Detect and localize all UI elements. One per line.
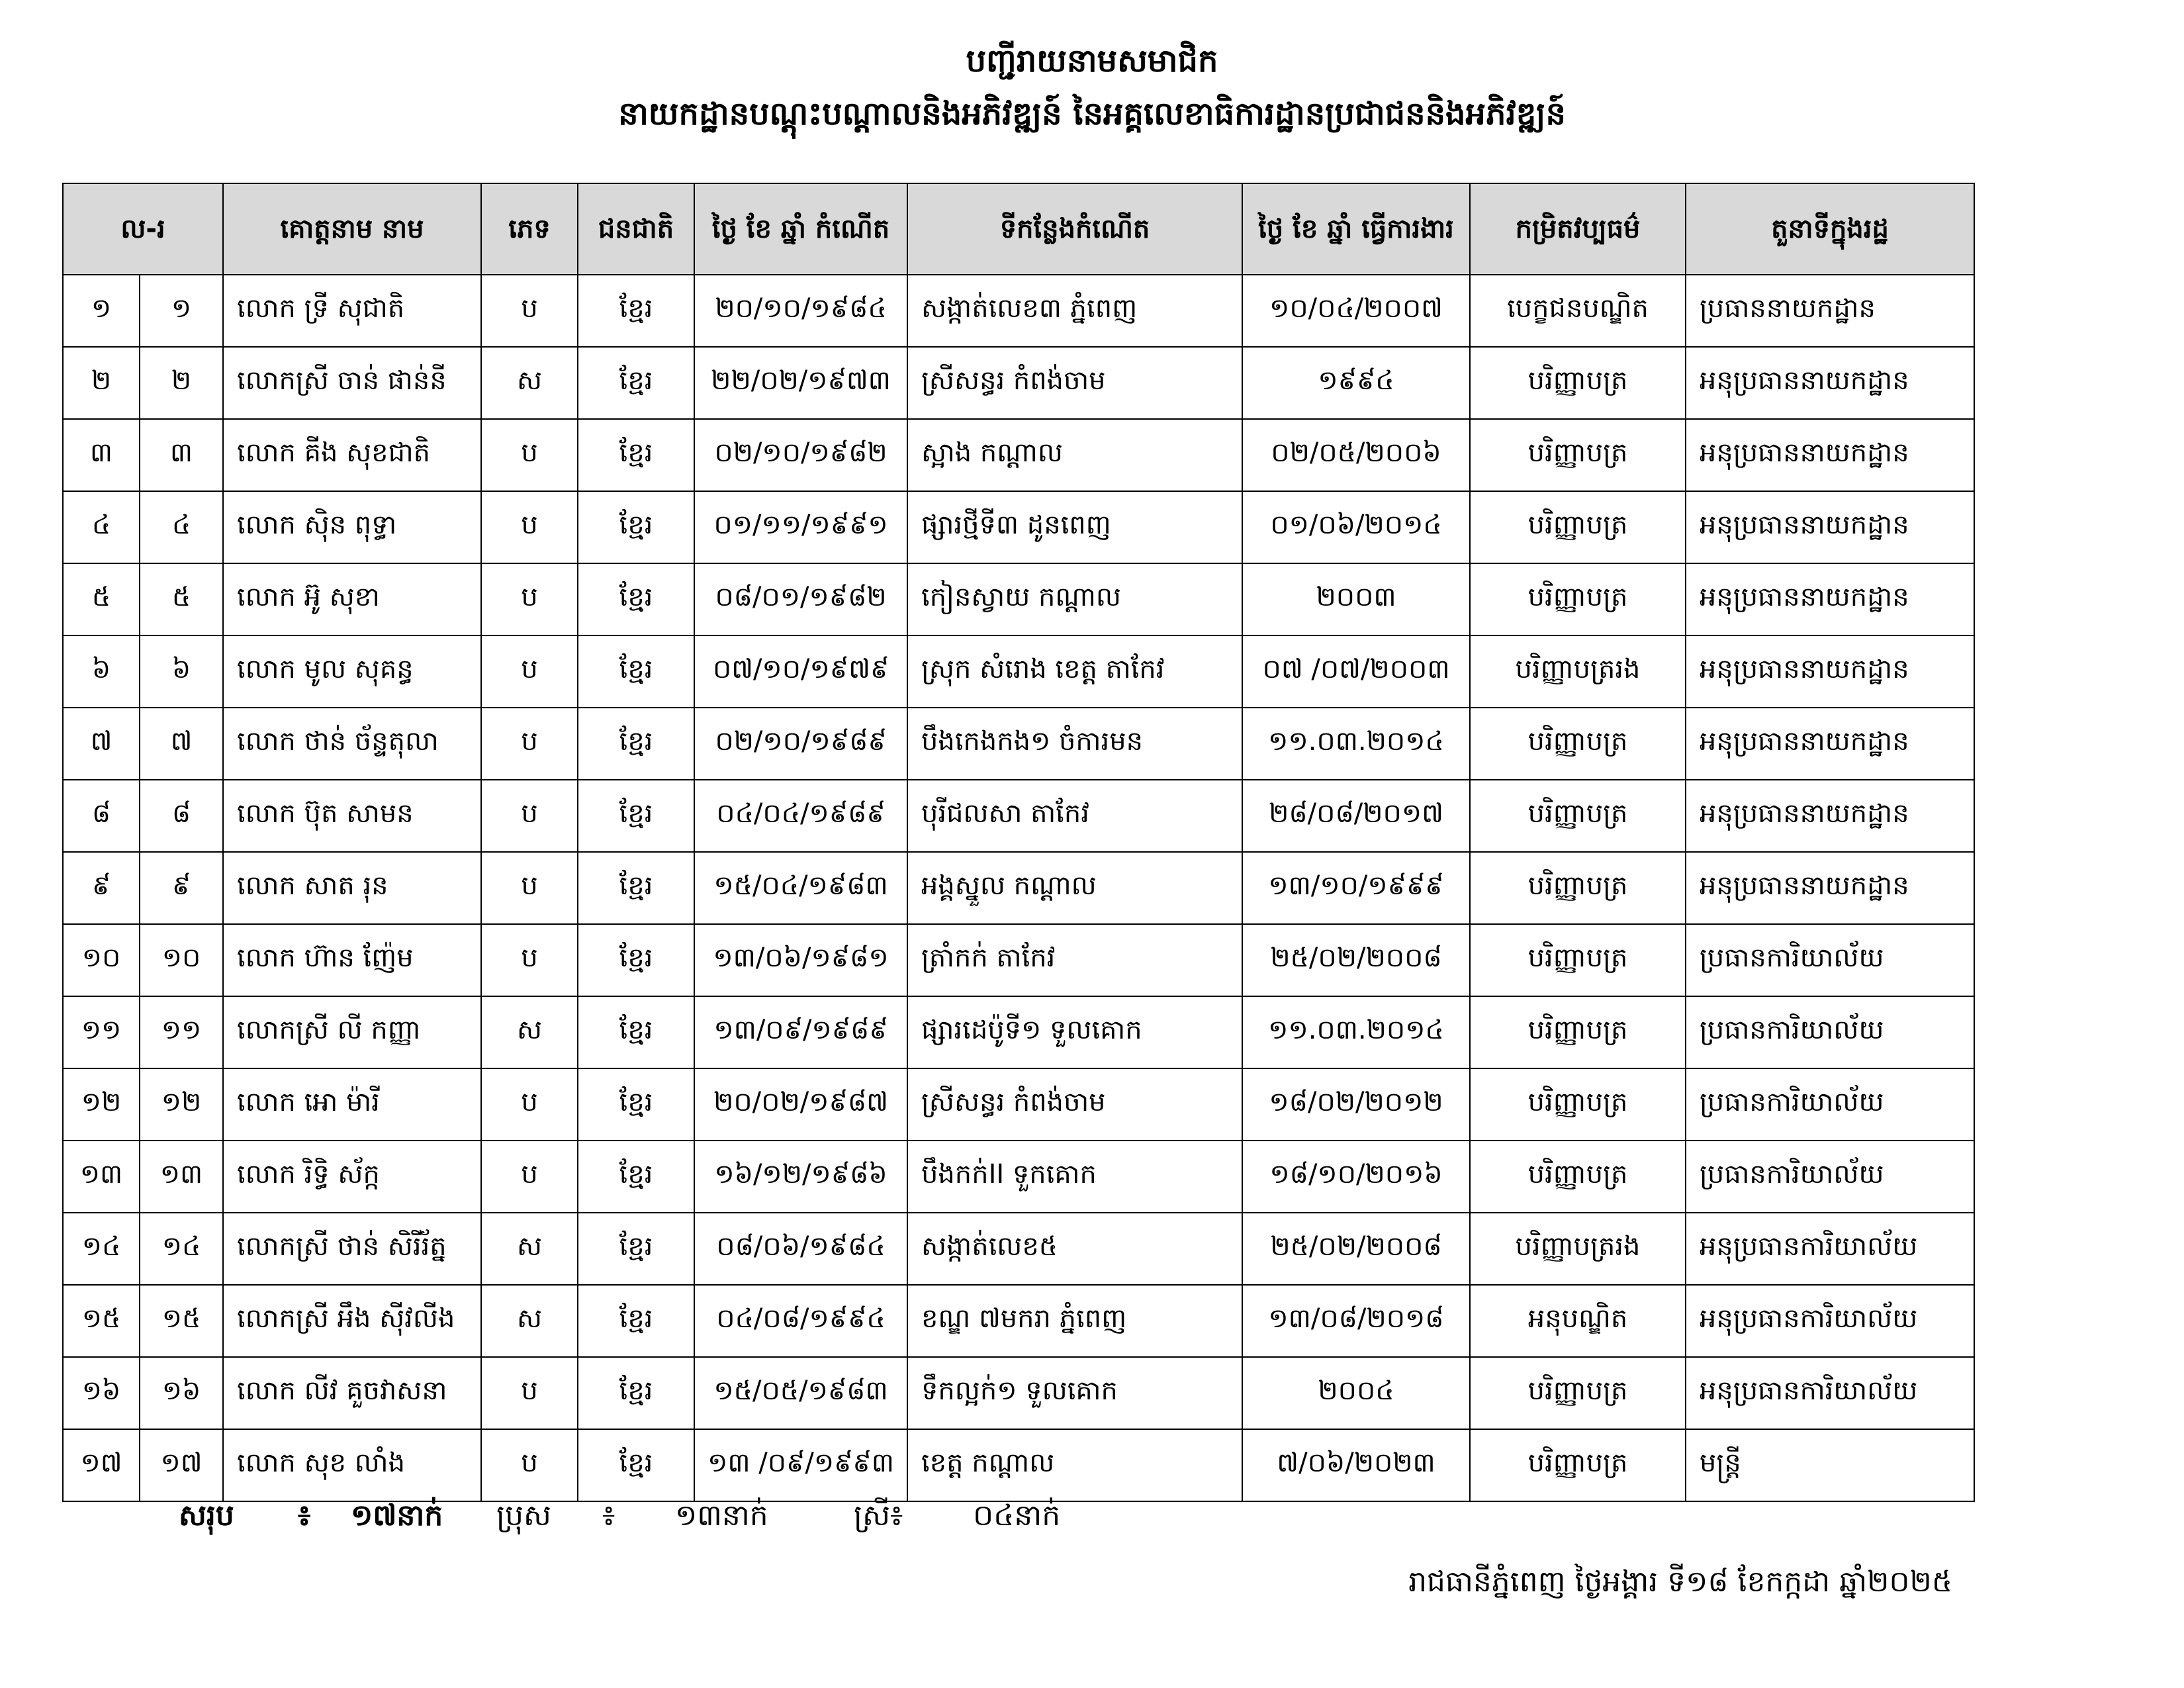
member-start-date: ២៥/០២/២០០៨ xyxy=(1242,1213,1470,1285)
member-name: លោក មូល សុគន្ធ xyxy=(223,635,481,708)
member-position: ប្រធានការិយាល័យ xyxy=(1686,996,1974,1068)
row-number-secondary: ១០ xyxy=(140,924,223,996)
member-degree: បរិញ្ញាបត្រ xyxy=(1470,924,1686,996)
table-row xyxy=(63,1213,1974,1285)
member-dob: ០៤/០៨/១៩៩៤ xyxy=(694,1285,907,1357)
member-dob: ០២/១០/១៩៨៩ xyxy=(694,708,907,780)
document-title: បញ្ជីរាយនាមសមាជិក xyxy=(966,42,1218,79)
member-start-date: ០១/០៦/២០១៤ xyxy=(1242,491,1470,563)
member-pob: ស្រុក សំរោង ខេត្ត តាកែវ xyxy=(907,635,1242,708)
member-dob: ០៨/០១/១៩៨២ xyxy=(694,563,907,635)
member-dob: ១៥/០៥/១៩៨៣ xyxy=(694,1357,907,1429)
table-row xyxy=(63,1429,1974,1501)
row-number: ២ xyxy=(63,347,140,419)
member-dob: ១៥/០៤/១៩៨៣ xyxy=(694,852,907,924)
member-dob: ០៧/១០/១៩៧៩ xyxy=(694,635,907,708)
row-number: ៣ xyxy=(63,419,140,491)
member-degree: បរិញ្ញាបត្រ xyxy=(1470,996,1686,1068)
member-nationality: ខ្មែរ xyxy=(578,1429,694,1501)
member-name: លោក ស៊ិន ពុទ្ធា xyxy=(223,491,481,563)
member-table xyxy=(62,183,1975,1502)
member-start-date: ១៩៩៤ xyxy=(1242,347,1470,419)
member-position: ប្រធានការិយាល័យ xyxy=(1686,1141,1974,1213)
member-name: លោកស្រី លី កញ្ញា xyxy=(223,996,481,1068)
row-number-secondary: ១៦ xyxy=(140,1357,223,1429)
member-pob: បុរីជលសា តាកែវ xyxy=(907,780,1242,852)
member-degree: បរិញ្ញាបត្រ xyxy=(1470,1141,1686,1213)
table-row xyxy=(63,491,1974,563)
row-number-secondary: ១៥ xyxy=(140,1285,223,1357)
member-position: មន្ត្រី xyxy=(1686,1429,1974,1501)
member-name: លោក សាត រុន xyxy=(223,852,481,924)
member-start-date: ១១.០៣.២០១៤ xyxy=(1242,708,1470,780)
member-degree: បរិញ្ញាបត្រ xyxy=(1470,419,1686,491)
member-nationality: ខ្មែរ xyxy=(578,275,694,347)
row-number: ១៣ xyxy=(63,1141,140,1213)
member-start-date: ២០០៤ xyxy=(1242,1357,1470,1429)
member-name: លោក រិទ្ធិ ស័ក្ក xyxy=(223,1141,481,1213)
member-start-date: ២០០៣ xyxy=(1242,563,1470,635)
member-position: អនុប្រធានការិយាល័យ xyxy=(1686,1285,1974,1357)
member-start-date: ០២/០៥/២០០៦ xyxy=(1242,419,1470,491)
member-position: អនុប្រធាននាយកដ្ឋាន xyxy=(1686,419,1974,491)
row-number-secondary: ៣ xyxy=(140,419,223,491)
member-pob: បឹងកេងកង១ ចំការមន xyxy=(907,708,1242,780)
member-start-date: ១៣/០៨/២០១៨ xyxy=(1242,1285,1470,1357)
row-number-secondary: ១២ xyxy=(140,1068,223,1141)
table-row xyxy=(63,1357,1974,1429)
member-nationality: ខ្មែរ xyxy=(578,924,694,996)
member-position: ប្រធានការិយាល័យ xyxy=(1686,924,1974,996)
member-sex: ប xyxy=(481,708,578,780)
member-nationality: ខ្មែរ xyxy=(578,1213,694,1285)
member-sex: ប xyxy=(481,924,578,996)
member-pob: សង្កាត់លេខ៣ ភ្នំពេញ xyxy=(907,275,1242,347)
member-dob: ១៣/០៦/១៩៨១ xyxy=(694,924,907,996)
member-dob: ២០/០២/១៩៨៧ xyxy=(694,1068,907,1141)
member-degree: បរិញ្ញាបត្រ xyxy=(1470,780,1686,852)
row-number-secondary: ១៤ xyxy=(140,1213,223,1285)
member-degree: បេក្ខជនបណ្ឌិត xyxy=(1470,275,1686,347)
member-degree: អនុបណ្ឌិត xyxy=(1470,1285,1686,1357)
member-dob: ០២/១០/១៩៨២ xyxy=(694,419,907,491)
member-degree: បរិញ្ញាបត្ររង xyxy=(1470,635,1686,708)
member-sex: ស xyxy=(481,1285,578,1357)
member-sex: ប xyxy=(481,1357,578,1429)
member-nationality: ខ្មែរ xyxy=(578,419,694,491)
member-position: អនុប្រធានការិយាល័យ xyxy=(1686,1213,1974,1285)
member-dob: ០១/១១/១៩៩១ xyxy=(694,491,907,563)
member-nationality: ខ្មែរ xyxy=(578,1357,694,1429)
member-name: លោក ហ៊ាន ញ៉ែម xyxy=(223,924,481,996)
member-start-date: ២៥/០២/២០០៨ xyxy=(1242,924,1470,996)
member-sex: ប xyxy=(481,1141,578,1213)
member-sex: ប xyxy=(481,852,578,924)
summary-total-value: ១៧នាក់ xyxy=(351,1499,443,1532)
member-pob: បឹងកក់II ទួកគោក xyxy=(907,1141,1242,1213)
row-number-secondary: ១ xyxy=(140,275,223,347)
member-nationality: ខ្មែរ xyxy=(578,708,694,780)
member-position: អនុប្រធាននាយកដ្ឋាន xyxy=(1686,780,1974,852)
member-degree: បរិញ្ញាបត្រ xyxy=(1470,563,1686,635)
table-row xyxy=(63,1141,1974,1213)
row-number-secondary: ៧ xyxy=(140,708,223,780)
row-number-secondary: ៨ xyxy=(140,780,223,852)
row-number: ៦ xyxy=(63,635,140,708)
member-pob: ត្រាំកក់ តាកែវ xyxy=(907,924,1242,996)
member-sex: ប xyxy=(481,491,578,563)
member-nationality: ខ្មែរ xyxy=(578,635,694,708)
table-header-row xyxy=(63,183,1974,275)
member-pob: ខេត្ត កណ្តាល xyxy=(907,1429,1242,1501)
member-start-date: ០៧ /០៧/២០០៣ xyxy=(1242,635,1470,708)
member-nationality: ខ្មែរ xyxy=(578,491,694,563)
table-row xyxy=(63,1068,1974,1141)
table-row xyxy=(63,275,1974,347)
member-sex: ប xyxy=(481,1068,578,1141)
table-row xyxy=(63,780,1974,852)
row-number: ១៧ xyxy=(63,1429,140,1501)
member-pob: ស្រីសន្ធរ កំពង់ចាម xyxy=(907,347,1242,419)
member-start-date: ១១.០៣.២០១៤ xyxy=(1242,996,1470,1068)
member-nationality: ខ្មែរ xyxy=(578,1068,694,1141)
member-degree: បរិញ្ញាបត្រ xyxy=(1470,347,1686,419)
table-row xyxy=(63,996,1974,1068)
member-nationality: ខ្មែរ xyxy=(578,347,694,419)
row-number-secondary: ១៣ xyxy=(140,1141,223,1213)
header-name: គោត្តនាម នាម xyxy=(223,183,481,275)
member-degree: បរិញ្ញាបត្រ xyxy=(1470,1068,1686,1141)
member-degree: បរិញ្ញាបត្រ xyxy=(1470,491,1686,563)
member-position: ប្រធាននាយកដ្ឋាន xyxy=(1686,275,1974,347)
member-degree: បរិញ្ញាបត្រ xyxy=(1470,1357,1686,1429)
header-degree: កម្រិតវប្បធម៌ xyxy=(1470,183,1686,275)
member-sex: ប xyxy=(481,780,578,852)
row-number-secondary: ១១ xyxy=(140,996,223,1068)
place-and-date: រាជធានីភ្នំពេញ ថ្ងៃអង្គារ ទី១៨ ខែកក្កដា ឆ្នាំ២០២៥ xyxy=(1408,1565,1952,1599)
row-number-secondary: ៩ xyxy=(140,852,223,924)
member-sex: ស xyxy=(481,996,578,1068)
member-name: លោក អ៊ូ សុខា xyxy=(223,563,481,635)
row-number: ១៤ xyxy=(63,1213,140,1285)
member-name: លោកស្រី អឹង ស៊ីវលីង xyxy=(223,1285,481,1357)
member-name: លោក លីវ គួចវាសនា xyxy=(223,1357,481,1429)
member-dob: ០៤/០៤/១៩៨៩ xyxy=(694,780,907,852)
row-number-secondary: ៥ xyxy=(140,563,223,635)
member-position: អនុប្រធានការិយាល័យ xyxy=(1686,1357,1974,1429)
member-start-date: ១៨/១០/២០១៦ xyxy=(1242,1141,1470,1213)
header-no: ល-រ xyxy=(63,183,223,275)
row-number-secondary: ៦ xyxy=(140,635,223,708)
member-position: ប្រធានការិយាល័យ xyxy=(1686,1068,1974,1141)
member-dob: ០៨/០៦/១៩៨៤ xyxy=(694,1213,907,1285)
member-name: លោកស្រី ថាន់ សិរីរ័ត្ន xyxy=(223,1213,481,1285)
row-number: ១ xyxy=(63,275,140,347)
header-nationality: ជនជាតិ xyxy=(578,183,694,275)
row-number: ៩ xyxy=(63,852,140,924)
table-row xyxy=(63,347,1974,419)
member-position: អនុប្រធាននាយកដ្ឋាន xyxy=(1686,708,1974,780)
member-nationality: ខ្មែរ xyxy=(578,563,694,635)
summary-total-label: សរុប xyxy=(179,1499,234,1532)
member-degree: បរិញ្ញាបត្រ xyxy=(1470,1429,1686,1501)
summary-female-value: ០៤នាក់ xyxy=(973,1499,1061,1532)
member-name: លោកស្រី ចាន់ ផាន់នី xyxy=(223,347,481,419)
member-name: លោក ទ្រី សុជាតិ xyxy=(223,275,481,347)
summary-separator: ៖ xyxy=(298,1499,311,1532)
member-position: អនុប្រធាននាយកដ្ឋាន xyxy=(1686,347,1974,419)
table-row xyxy=(63,635,1974,708)
member-nationality: ខ្មែរ xyxy=(578,852,694,924)
member-sex: ប xyxy=(481,419,578,491)
table-row xyxy=(63,852,1974,924)
member-degree: បរិញ្ញាបត្រ xyxy=(1470,708,1686,780)
member-pob: កៀនស្វាយ កណ្តាល xyxy=(907,563,1242,635)
member-dob: ១៣/០៩/១៩៨៩ xyxy=(694,996,907,1068)
member-position: អនុប្រធាននាយកដ្ឋាន xyxy=(1686,491,1974,563)
table-row xyxy=(63,708,1974,780)
member-dob: ១៦/១២/១៩៨៦ xyxy=(694,1141,907,1213)
member-nationality: ខ្មែរ xyxy=(578,1141,694,1213)
member-sex: ប xyxy=(481,635,578,708)
member-start-date: ១៣/១០/១៩៩៩ xyxy=(1242,852,1470,924)
member-pob: ផ្សារថ្មីទី៣ ដូនពេញ xyxy=(907,491,1242,563)
member-sex: ប xyxy=(481,563,578,635)
member-sex: ប xyxy=(481,275,578,347)
table-row xyxy=(63,924,1974,996)
member-pob: ទឹកល្អក់១ ទួលគោក xyxy=(907,1357,1242,1429)
member-position: អនុប្រធាននាយកដ្ឋាន xyxy=(1686,563,1974,635)
row-number: ១៥ xyxy=(63,1285,140,1357)
row-number: ១០ xyxy=(63,924,140,996)
row-number-secondary: ៤ xyxy=(140,491,223,563)
row-number: ១២ xyxy=(63,1068,140,1141)
member-pob: សង្កាត់លេខ៥ xyxy=(907,1213,1242,1285)
row-number: ៨ xyxy=(63,780,140,852)
member-position: អនុប្រធាននាយកដ្ឋាន xyxy=(1686,635,1974,708)
member-start-date: ២៨/០៨/២០១៧ xyxy=(1242,780,1470,852)
summary-male-separator: ៖ xyxy=(602,1499,615,1532)
member-pob: ស្អាង កណ្តាល xyxy=(907,419,1242,491)
member-start-date: ៧/០៦/២០២៣ xyxy=(1242,1429,1470,1501)
member-nationality: ខ្មែរ xyxy=(578,780,694,852)
document-subtitle: នាយកដ្ឋានបណ្តុះបណ្តាលនិងអភិវឌ្ឍន៍ នៃអគ្គលេខាធិការដ្ឋានប្រជាជននិងអភិវឌ្ឍន៍ xyxy=(618,95,1566,132)
member-nationality: ខ្មែរ xyxy=(578,1285,694,1357)
member-sex: ស xyxy=(481,1213,578,1285)
member-name: លោក អោ ម៉ារី xyxy=(223,1068,481,1141)
summary-male-value: ១៣នាក់ xyxy=(675,1499,768,1532)
row-number: ៧ xyxy=(63,708,140,780)
table-row xyxy=(63,419,1974,491)
member-sex: ប xyxy=(481,1429,578,1501)
header-dob: ថ្ងៃ ខែ ឆ្នាំ កំណើត xyxy=(694,183,907,275)
member-sex: ស xyxy=(481,347,578,419)
header-start-date: ថ្ងៃ ខែ ឆ្នាំ ធ្វើការងារ xyxy=(1242,183,1470,275)
member-nationality: ខ្មែរ xyxy=(578,996,694,1068)
member-name: លោក គីង សុខជាតិ xyxy=(223,419,481,491)
member-pob: ខណ្ឌ ៧មករា ភ្នំពេញ xyxy=(907,1285,1242,1357)
member-pob: ផ្សារដេប៉ូទី១ ទួលគោក xyxy=(907,996,1242,1068)
row-number: ១១ xyxy=(63,996,140,1068)
row-number: ១៦ xyxy=(63,1357,140,1429)
member-degree: បរិញ្ញាបត្ររង xyxy=(1470,1213,1686,1285)
member-name: លោក សុខ លាំង xyxy=(223,1429,481,1501)
summary-female-label: ស្រី៖ xyxy=(854,1499,903,1532)
member-position: អនុប្រធាននាយកដ្ឋាន xyxy=(1686,852,1974,924)
header-position: តួនាទីក្នុងរដ្ឋ xyxy=(1686,183,1974,275)
header-sex: ភេទ xyxy=(481,183,578,275)
row-number-secondary: ១៧ xyxy=(140,1429,223,1501)
member-dob: ២០/១០/១៩៨៤ xyxy=(694,275,907,347)
member-start-date: ១០/០៤/២០០៧ xyxy=(1242,275,1470,347)
summary-male-label: ប្រុស xyxy=(496,1499,551,1532)
member-name: លោក ថាន់ ច័ន្ទតុលា xyxy=(223,708,481,780)
member-name: លោក ប៊ុត សាមន xyxy=(223,780,481,852)
row-number: ៤ xyxy=(63,491,140,563)
member-pob: ស្រីសន្ធរ កំពង់ចាម xyxy=(907,1068,1242,1141)
table-row xyxy=(63,563,1974,635)
member-dob: ១៣ /០៩/១៩៩៣ xyxy=(694,1429,907,1501)
member-degree: បរិញ្ញាបត្រ xyxy=(1470,852,1686,924)
table-row xyxy=(63,1285,1974,1357)
member-pob: អង្គស្នួល កណ្តាល xyxy=(907,852,1242,924)
member-dob: ២២/០២/១៩៧៣ xyxy=(694,347,907,419)
header-pob: ទីកន្លែងកំណើត xyxy=(907,183,1242,275)
row-number-secondary: ២ xyxy=(140,347,223,419)
row-number: ៥ xyxy=(63,563,140,635)
member-start-date: ១៨/០២/២០១២ xyxy=(1242,1068,1470,1141)
